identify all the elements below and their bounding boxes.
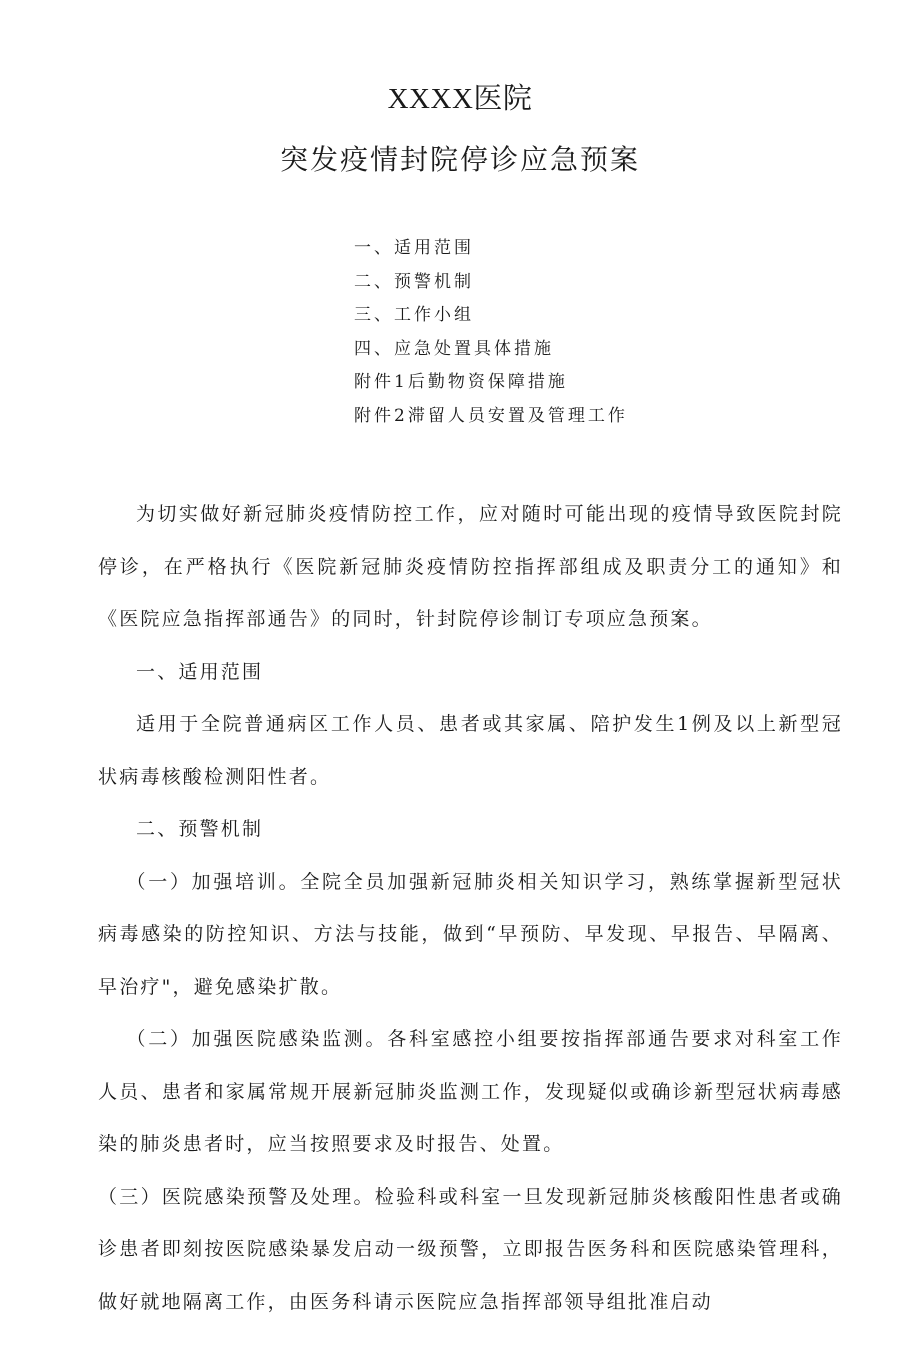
intro-paragraph: 为切实做好新冠肺炎疫情防控工作，应对随时可能出现的疫情导致医院封院停诊，在严格执行《医院新冠肺炎疫情防控指挥部组成及职责分工的通知》和《医院应急指挥部通告》的同时，针封院停诊制订专项应急预案。	[98, 503, 843, 630]
section-heading-warning: 二、预警机制	[136, 818, 264, 840]
toc-item: 附件1后勤物资保障措施	[354, 372, 568, 392]
hospital-name: XXXX医院	[387, 83, 533, 115]
warning-item-1: （一）加强培训。全院全员加强新冠肺炎相关知识学习，熟练掌握新型冠状病毒感染的防控知识、方法与技能，做到“早预防、早发现、早报告、早隔离、早治疗"，避免感染扩散。	[98, 870, 843, 998]
toc-item: 附件2滞留人员安置及管理工作	[354, 405, 628, 426]
section-heading-scope: 一、适用范围	[136, 660, 264, 683]
document-title: 突发疫情封院停诊应急预案	[279, 143, 640, 176]
warning-item-2: （二）加强医院感染监测。各科室感控小组要按指挥部通告要求对科室工作人员、患者和家属常规开展新冠肺炎监测工作，发现疑似或确诊新型冠状病毒感染的肺炎患者时，应当按照要求及时报告、处置。	[98, 1028, 843, 1155]
toc-item: 三、工作小组	[354, 305, 474, 325]
table-of-contents	[354, 234, 628, 435]
scope-paragraph: 适用于全院普通病区工作人员、患者或其家属、陪护发生1例及以上新型冠状病毒核酸检测阳性者。	[98, 713, 843, 788]
toc-item: 四、应急处置具体措施	[354, 338, 554, 359]
document-body	[98, 488, 843, 1328]
toc-item: 一、适用范围	[354, 238, 474, 258]
toc-item: 二、预警机制	[354, 271, 474, 292]
warning-item-3: （三）医院感染预警及处理。检验科或科室一旦发现新冠肺炎核酸阳性患者或确诊患者即刻按医院感染暴发启动一级预警，立即报告医务科和医院感染管理科，做好就地隔离工作，由医务科请示医院应急指挥部领导组批准启动	[98, 1185, 843, 1313]
